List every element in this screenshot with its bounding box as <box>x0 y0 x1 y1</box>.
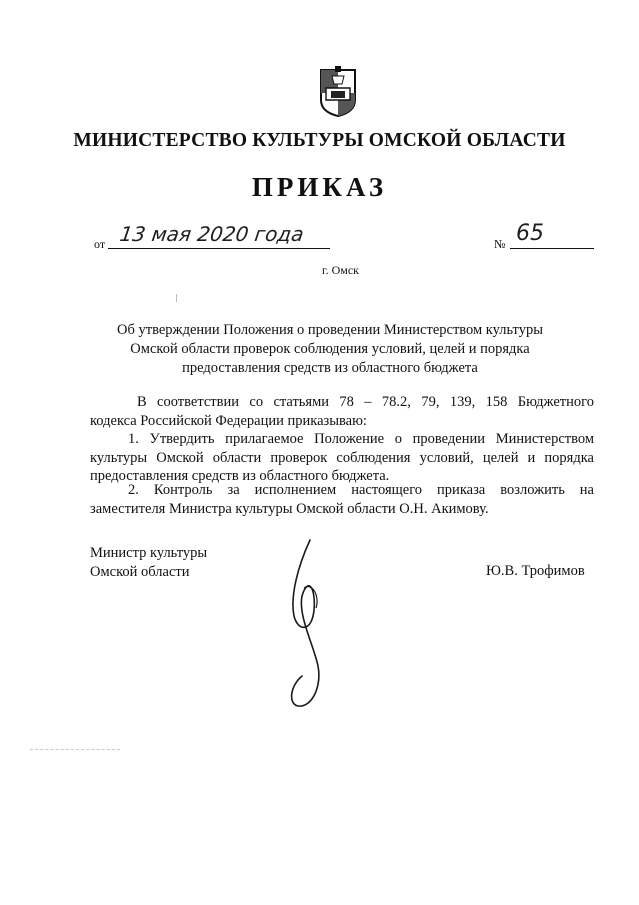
paragraph-item-2-line-2: заместителя Министра культуры Омской области О.Н. Акимову. <box>90 500 489 517</box>
subject-line-1: Об утверждении Положения о проведении Министерством культуры <box>117 322 543 338</box>
omsk-coat-of-arms-icon <box>318 66 358 118</box>
signatory-position-line-1: Министр культуры <box>90 545 208 561</box>
signatory-position <box>90 544 207 582</box>
number-prefix: № <box>494 237 506 251</box>
paragraph-item-1-line-3: предоставления средств из областного бюджета. <box>90 468 390 484</box>
scan-artifact-line <box>30 745 120 750</box>
ministry-name: МИНИСТЕРСТВО КУЛЬТУРЫ ОМСКОЙ ОБЛАСТИ <box>73 130 566 151</box>
paragraph-item-1-line-1: 1. Утвердить прилагаемое Положение о проведении Министерством <box>128 431 594 447</box>
date-field <box>108 222 330 249</box>
paragraph-basis <box>90 393 594 430</box>
paragraph-item-1-line-2: культуры Омской области проверок соблюдения условий, целей и порядка <box>90 449 594 466</box>
number-field <box>510 222 594 249</box>
paragraph-item-2 <box>90 481 594 518</box>
signatory-position-line-2: Омской области <box>90 564 190 580</box>
number-value-handwritten: 65 <box>516 221 544 246</box>
subject-line-3: предоставления средств из областного бюджета <box>182 360 478 376</box>
date-value-handwritten: 13 мая 2020 года <box>118 222 306 246</box>
handwritten-signature <box>268 536 348 716</box>
scan-artifact <box>176 294 177 302</box>
paragraph-item-1 <box>90 430 594 486</box>
paragraph-basis-line-2: кодекса Российской Федерации приказываю: <box>90 412 367 429</box>
city: г. Омск <box>322 263 359 277</box>
paragraph-basis-line-1: В соответствии со статьями 78 – 78.2, 79, 139, 158 Бюджетного <box>137 394 594 410</box>
signatory-name: Ю.В. Трофимов <box>486 563 585 579</box>
subject-line-2: Омской области проверок соблюдения условий, целей и порядка <box>130 341 530 357</box>
paragraph-item-2-line-1: 2. Контроль за исполнением настоящего приказа возложить на <box>128 482 594 498</box>
date-prefix: от <box>94 237 106 251</box>
document-type-title: ПРИКАЗ <box>251 172 388 202</box>
order-subject <box>95 321 565 378</box>
